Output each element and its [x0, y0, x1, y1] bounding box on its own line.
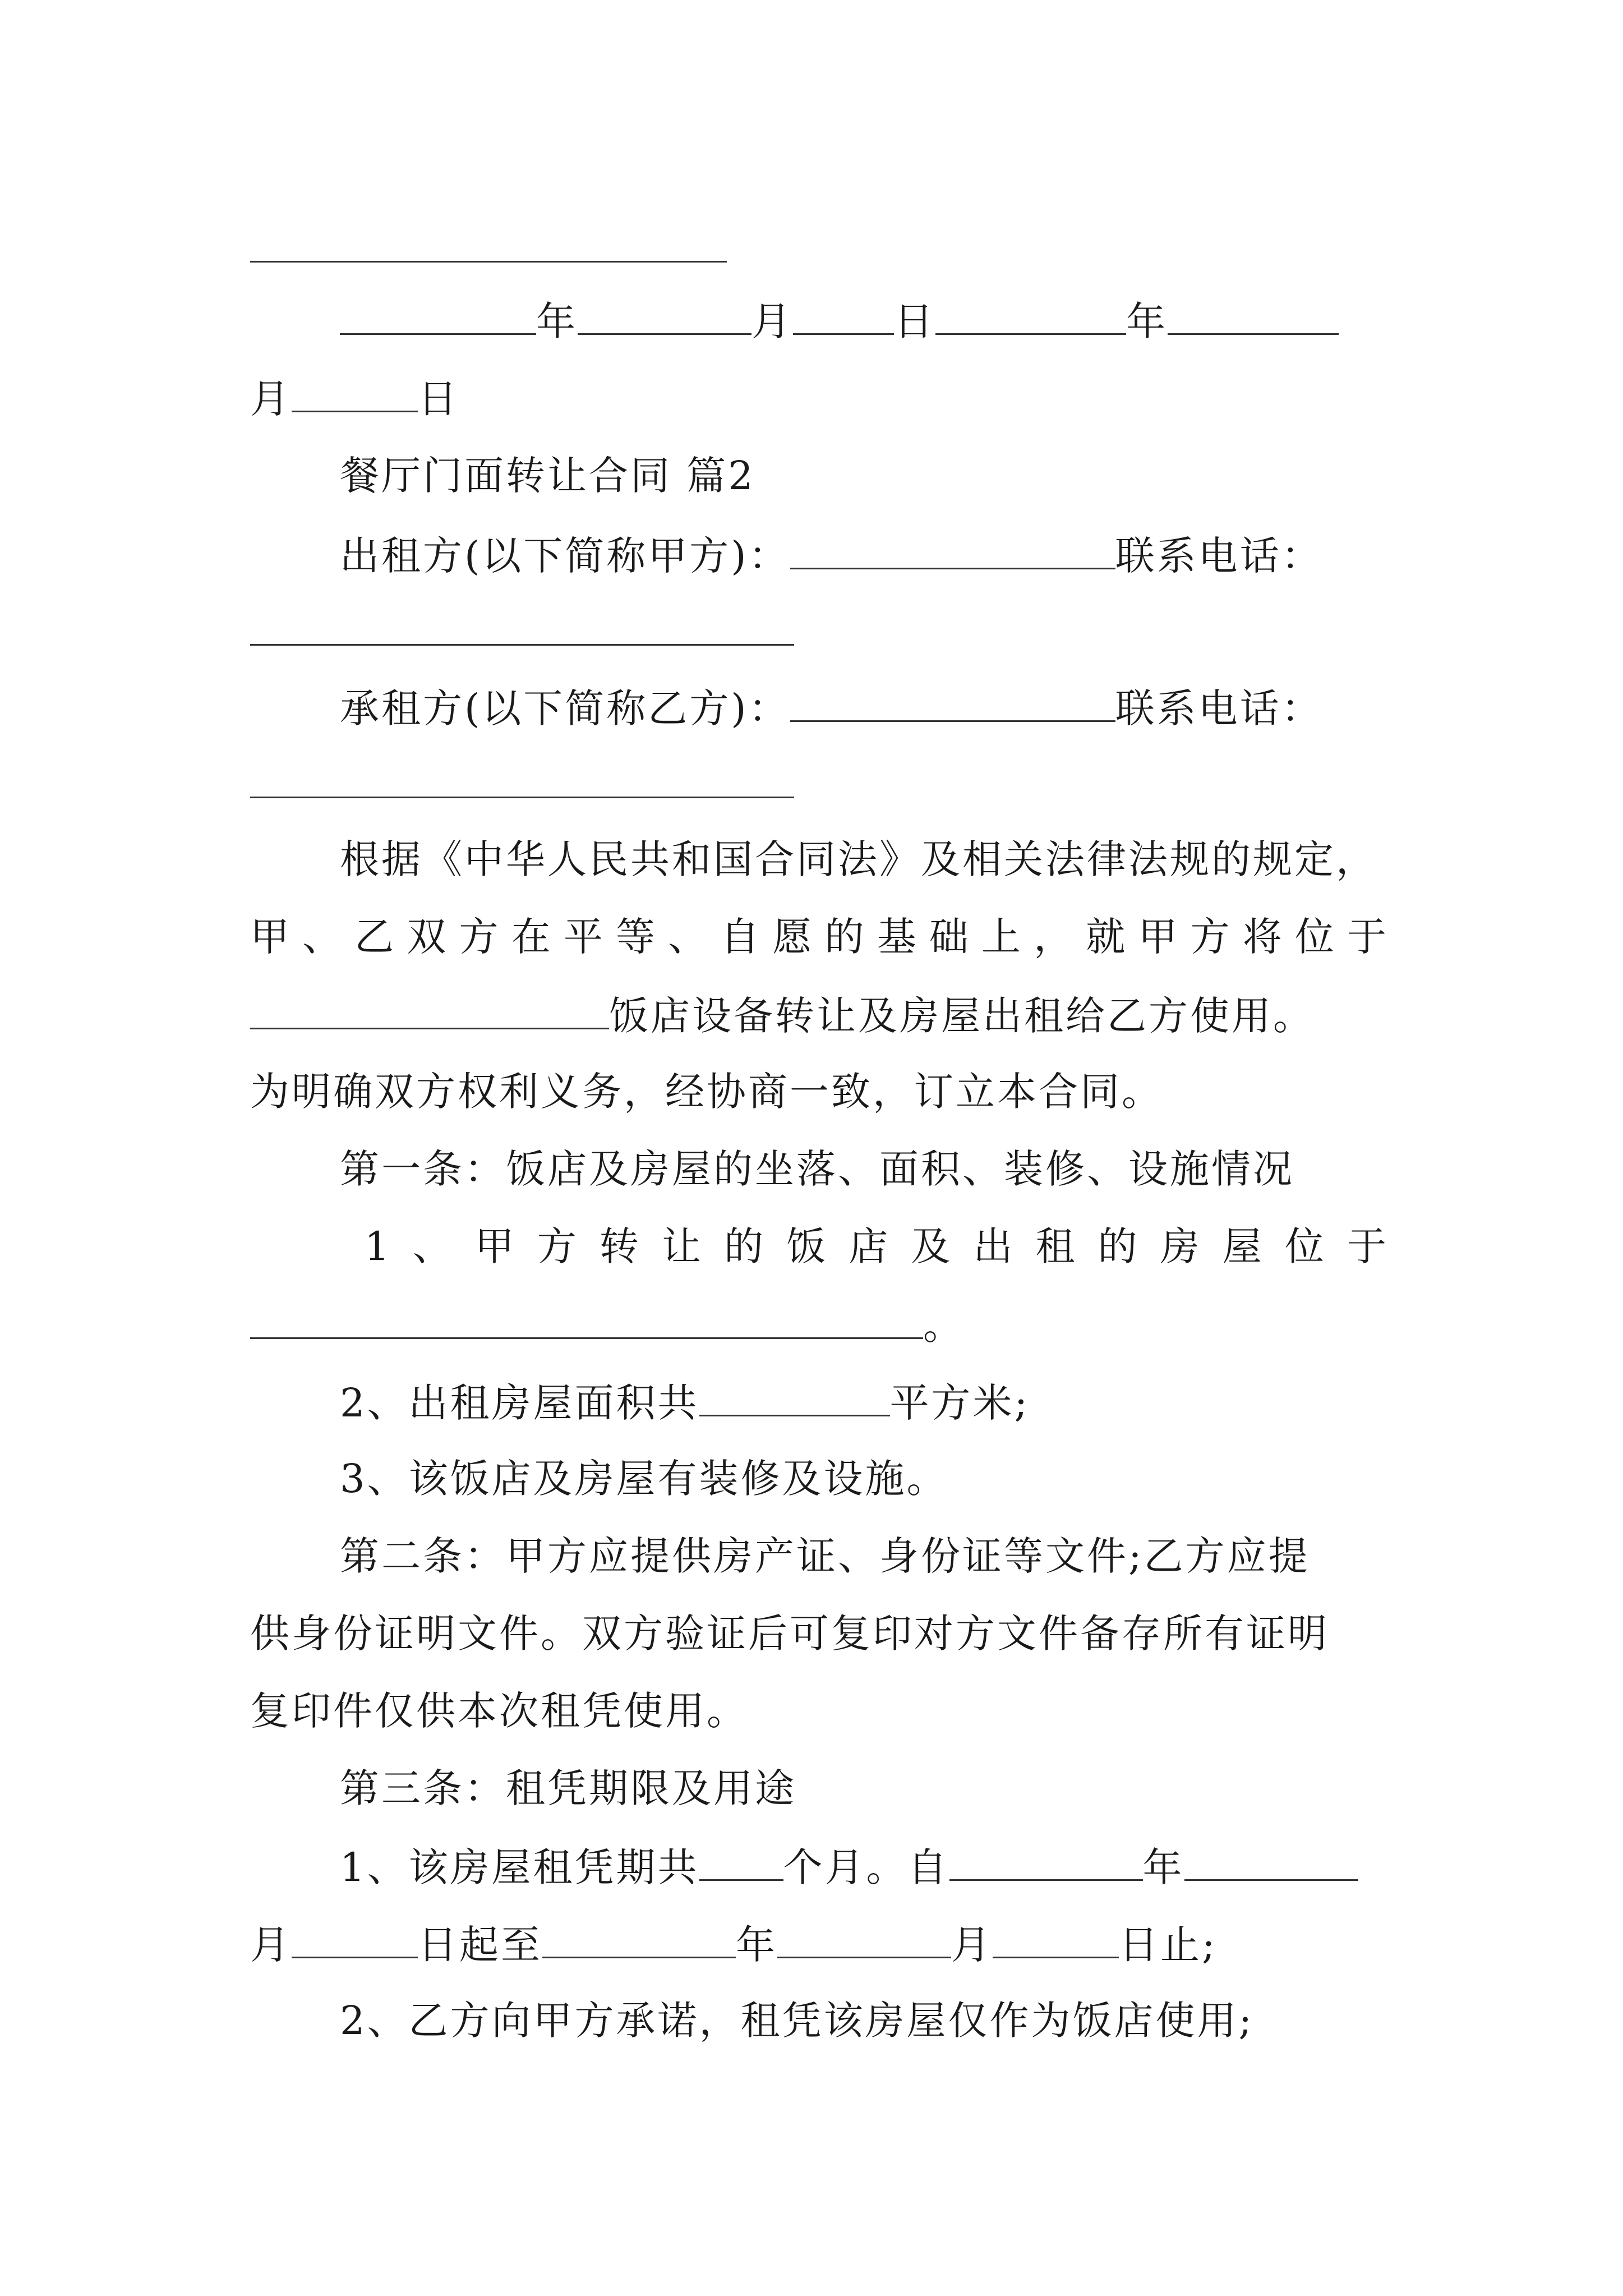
article-3-item-1-cont — [250, 1916, 1389, 1970]
article-3-item-1 — [340, 1839, 1389, 1893]
blank-line — [250, 261, 727, 263]
day-label: 日 — [418, 376, 459, 422]
month-label: 月 — [751, 298, 793, 344]
year-label: 年 — [1142, 1844, 1184, 1890]
article-3-heading: 第三条：租凭期限及用途 — [340, 1765, 796, 1811]
blank-year — [542, 1916, 736, 1958]
blank-year — [340, 293, 536, 335]
blank-phone-b — [250, 797, 794, 798]
article-2-line: 第二条：甲方应提供房产证、身份证等文件;乙方应提 — [340, 1533, 1310, 1579]
month-label: 月 — [250, 376, 292, 422]
blank-year — [935, 293, 1126, 335]
article-1-heading: 第一条：饭店及房屋的坐落、面积、装修、设施情况 — [340, 1146, 1294, 1192]
intro-line: 根据《中华人民共和国合同法》及相关法律法规的规定， — [340, 836, 1377, 882]
phone-label: 联系电话： — [1115, 533, 1323, 579]
year-label: 年 — [1126, 298, 1168, 344]
blank-party-b-name — [790, 680, 1115, 722]
blank-day — [292, 370, 418, 412]
blank-area — [699, 1374, 890, 1416]
blank-day — [292, 1916, 418, 1958]
period: 。 — [923, 1303, 965, 1349]
blank-month — [1168, 293, 1339, 335]
date-line — [340, 293, 1389, 347]
blank-month — [1184, 1839, 1358, 1881]
term-label: 1、该房屋租凭期共 — [340, 1844, 699, 1890]
intro-line: 为明确双方权利义务，经协商一致，订立本合同。 — [250, 1069, 1163, 1115]
contract-title: 餐厅门面转让合同 篇2 — [340, 453, 755, 499]
blank-phone-a — [250, 644, 794, 646]
article-2-line: 供身份证明文件。双方验证后可复印对方文件备存所有证明 — [250, 1611, 1329, 1657]
blank-location — [250, 987, 609, 1029]
blank-month — [578, 293, 751, 335]
day-to-label: 日起至 — [418, 1922, 542, 1968]
blank-months — [699, 1839, 783, 1881]
party-a-line — [340, 527, 1389, 581]
year-label: 年 — [536, 298, 578, 344]
day-end-label: 日止; — [1119, 1922, 1218, 1968]
intro-text: 饭店设备转让及房屋出租给乙方使用。 — [609, 993, 1315, 1039]
article-3-item-2: 2、乙方向甲方承诺，租凭该房屋仅作为饭店使用; — [340, 1998, 1255, 2044]
article-1-item-1: 1、甲方转让的饭店及出租的房屋位于 — [365, 1223, 1389, 1269]
day-label: 日 — [894, 298, 935, 344]
article-2-line: 复印件仅供本次租凭使用。 — [250, 1688, 748, 1734]
blank-year — [949, 1839, 1143, 1881]
article-1-item-1-cont — [250, 1297, 1389, 1351]
party-b-label: 承租方(以下简称乙方)： — [340, 685, 790, 731]
party-b-line — [340, 680, 1389, 734]
blank-month — [777, 1916, 951, 1958]
month-label: 月 — [250, 1922, 292, 1968]
year-label: 年 — [736, 1922, 777, 1968]
phone-label: 联系电话： — [1115, 685, 1323, 731]
article-1-item-3: 3、该饭店及房屋有装修及设施。 — [340, 1456, 948, 1502]
intro-line — [250, 987, 1389, 1041]
blank-location — [250, 1297, 923, 1339]
article-1-item-2 — [340, 1374, 1389, 1428]
month-label: 月 — [951, 1922, 993, 1968]
blank-party-a-name — [790, 527, 1115, 569]
intro-line: 甲、乙双方在平等、自愿的基础上，就甲方将位于 — [250, 914, 1389, 960]
blank-day — [993, 1916, 1119, 1958]
area-label: 2、出租房屋面积共 — [340, 1380, 699, 1426]
area-unit: 平方米; — [889, 1380, 1030, 1426]
date-line — [250, 370, 1389, 424]
blank-day — [793, 293, 894, 335]
term-from-label: 个月。自 — [783, 1844, 949, 1890]
party-a-label: 出租方(以下简称甲方)： — [340, 533, 790, 579]
